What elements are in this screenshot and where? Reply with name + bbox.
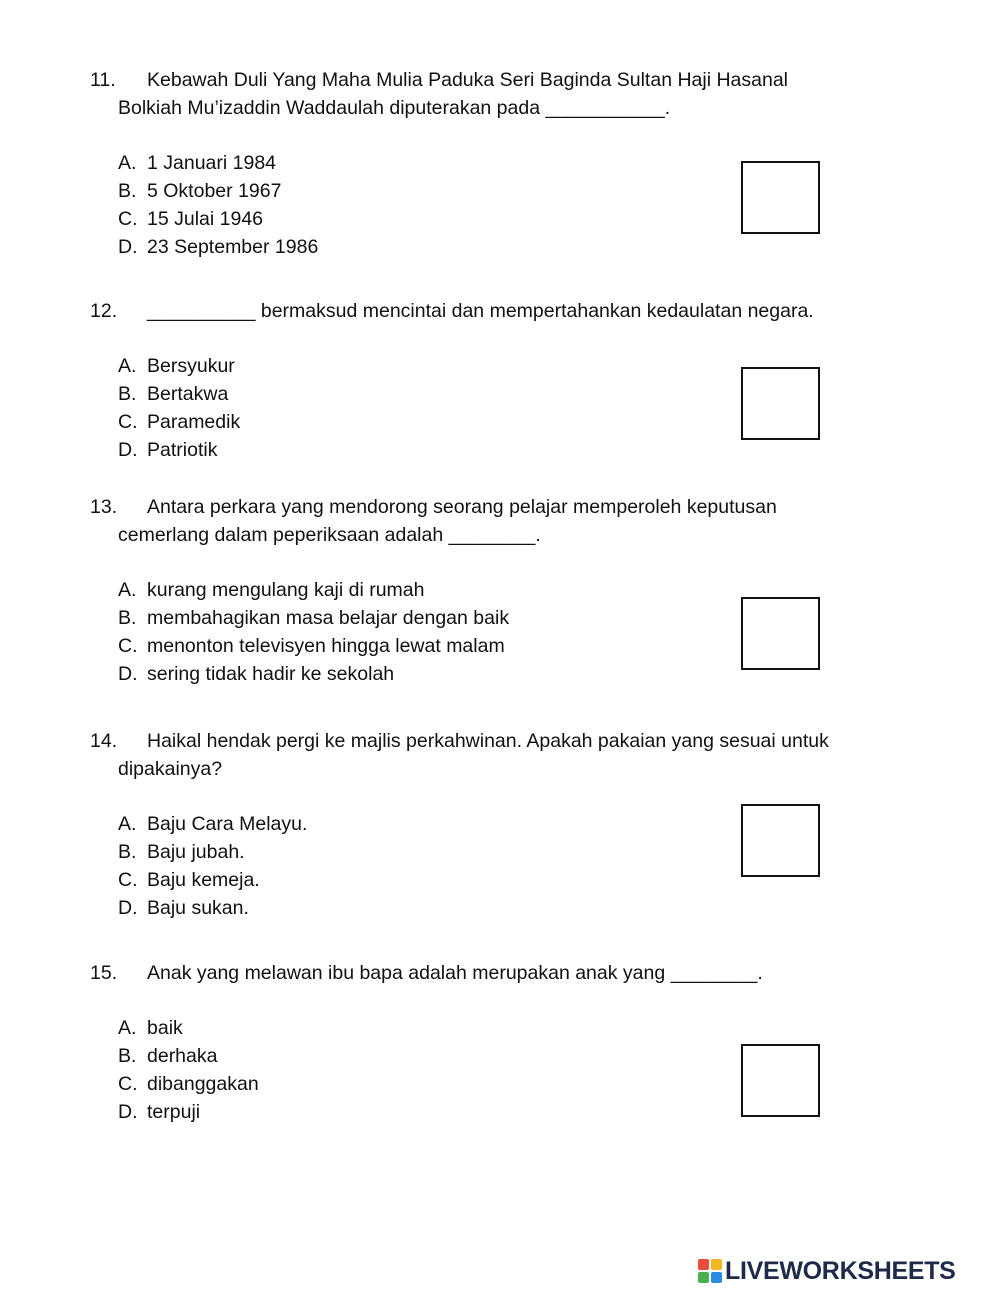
option-letter: A. (118, 1017, 137, 1039)
option-text: derhaka (147, 1045, 218, 1067)
answer-box-11[interactable] (741, 161, 820, 234)
option-text: terpuji (147, 1101, 201, 1123)
option-letter: A. (118, 355, 137, 377)
question-text-line1: Antara perkara yang mendorong seorang pelajar memperoleh keputusan (147, 496, 777, 518)
option-d (118, 233, 890, 261)
option-text: baik (147, 1017, 183, 1039)
option-letter: A. (118, 813, 137, 835)
option-text: menonton televisyen hingga lewat malam (147, 635, 505, 657)
option-a (118, 1014, 890, 1042)
question-text-line1: Anak yang melawan ibu bapa adalah merupakan anak yang ________. (147, 962, 763, 984)
question-stem (90, 297, 890, 325)
option-d (118, 894, 890, 922)
option-letter: D. (118, 236, 138, 258)
option-letter: D. (118, 897, 138, 919)
question-stem (90, 493, 890, 549)
liveworksheets-brand (698, 1258, 956, 1284)
option-letter: B. (118, 180, 137, 202)
question-number: 13. (90, 496, 118, 518)
option-text: Baju Cara Melayu. (147, 813, 308, 835)
question-text-line1: __________ bermaksud mencintai dan mempertahankan kedaulatan negara. (147, 300, 814, 322)
logo-tile (711, 1259, 722, 1270)
liveworksheets-logo-icon (698, 1259, 722, 1283)
question-stem (90, 959, 890, 987)
logo-tile (711, 1272, 722, 1283)
logo-tile (698, 1272, 709, 1283)
option-letter: C. (118, 635, 138, 657)
question-text-line2: dipakainya? (118, 758, 223, 780)
question-number: 11. (90, 69, 116, 91)
option-text: Baju sukan. (147, 897, 249, 919)
question-text-line2: Bolkiah Mu’izaddin Waddaulah diputerakan pada ___________. (118, 97, 671, 119)
question-text-line1: Haikal hendak pergi ke majlis perkahwinan. Apakah pakaian yang sesuai untuk (147, 730, 829, 752)
option-text: Paramedik (147, 411, 241, 433)
answer-box-13[interactable] (741, 597, 820, 670)
answer-box-14[interactable] (741, 804, 820, 877)
option-text: Bertakwa (147, 383, 229, 405)
question-number: 14. (90, 730, 118, 752)
answer-box-15[interactable] (741, 1044, 820, 1117)
option-text: kurang mengulang kaji di rumah (147, 579, 425, 601)
option-text: 1 Januari 1984 (147, 152, 277, 174)
option-letter: D. (118, 663, 138, 685)
option-text: membahagikan masa belajar dengan baik (147, 607, 510, 629)
option-text: Patriotik (147, 439, 218, 461)
logo-tile (698, 1259, 709, 1270)
question-number: 12. (90, 300, 118, 322)
option-letter: C. (118, 411, 138, 433)
option-text: 15 Julai 1946 (147, 208, 264, 230)
option-letter: C. (118, 869, 138, 891)
question-text-line1: Kebawah Duli Yang Maha Mulia Paduka Seri Baginda Sultan Haji Hasanal (147, 69, 789, 91)
option-letter: A. (118, 579, 137, 601)
option-text: dibanggakan (147, 1073, 259, 1095)
option-text: 23 September 1986 (147, 236, 319, 258)
question-stem (90, 727, 890, 783)
option-letter: D. (118, 439, 138, 461)
option-text: 5 Oktober 1967 (147, 180, 282, 202)
option-d (118, 436, 890, 464)
option-letter: B. (118, 1045, 137, 1067)
option-letter: C. (118, 1073, 138, 1095)
option-text: Baju kemeja. (147, 869, 260, 891)
question-text-line2: cemerlang dalam peperiksaan adalah ________. (118, 524, 541, 546)
option-letter: B. (118, 607, 137, 629)
option-letter: C. (118, 208, 138, 230)
brand-text: LIVEWORKSHEETS (725, 1256, 956, 1285)
option-text: sering tidak hadir ke sekolah (147, 663, 395, 685)
question-stem (90, 66, 890, 122)
answer-box-12[interactable] (741, 367, 820, 440)
option-letter: B. (118, 383, 137, 405)
option-text: Baju jubah. (147, 841, 245, 863)
option-letter: D. (118, 1101, 138, 1123)
option-letter: B. (118, 841, 137, 863)
question-number: 15. (90, 962, 118, 984)
option-text: Bersyukur (147, 355, 235, 377)
option-letter: A. (118, 152, 137, 174)
